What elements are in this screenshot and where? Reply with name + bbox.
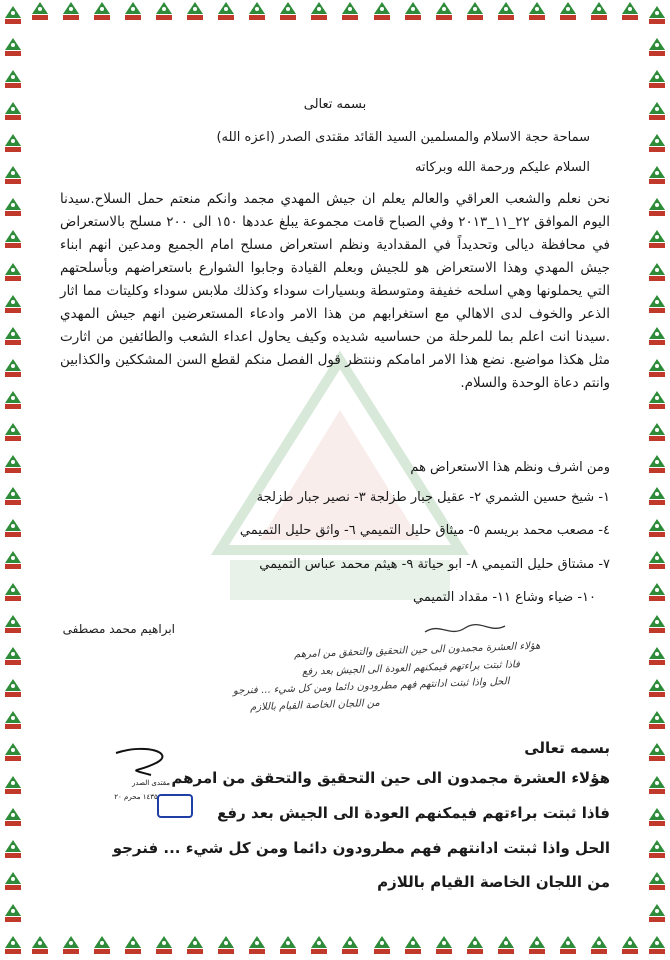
transcription-line-2: هؤلاء العشرة مجمدون الى حين التحقيق والتحقق من امرهم bbox=[171, 769, 610, 787]
transcription-line-3: فاذا ثبتت براءتهم فيمكنهم العودة الى الجيش بعد رفع bbox=[217, 804, 610, 822]
transcription-line-5: من اللجان الخاصة القيام باللازم bbox=[377, 873, 610, 891]
organizers-intro: ومن اشرف ونظم هذا الاستعراض هم bbox=[410, 460, 610, 475]
names-line-1: ١- شيخ حسين الشمري ٢- عقيل جبار طزلجة ٣- نصير جبار طزلجة bbox=[256, 490, 610, 505]
transcription-line-4: الحل واذا ثبتت ادانتهم فهم مطرودون دائما ومن كل شيء ... فنرجو bbox=[112, 839, 610, 857]
handwritten-line-1: هؤلاء العشرة مجمدون الى حين التحقيق والتحقق من امرهم bbox=[293, 640, 541, 661]
names-line-4: ١٠- ضياء وشاع ١١- مقداد التميمي bbox=[413, 590, 596, 605]
addressee-line: سماحة حجة الاسلام والمسلمين السيد القائد مقتدى الصدر (اعزه الله) bbox=[216, 130, 590, 145]
names-line-3: ٧- مشتاق حليل التميمي ٨- ابو حياتة ٩- هيثم محمد عباس التميمي bbox=[259, 557, 610, 572]
basmala-heading: بسمه تعالى bbox=[303, 97, 367, 112]
greeting-line: السلام عليكم ورحمة الله وبركاته bbox=[414, 160, 590, 175]
signature-name: ابراهيم محمد مصطفى bbox=[62, 622, 175, 636]
main-paragraph: نحن نعلم والشعب العراقي والعالم يعلم ان جيش المهدي مجمد وانكم منعتم حمل السلاح.سيدنا اليوم الموافق ٢٢_١١_٢٠١٣ وفي الصباح قامت مجموعة يبلغ عددها ١٥٠ الى ٢٠٠ مسلح بالاستعراض في محافظة ديالى وتحديداً في المقدادية ونظم استعراض مسلح امام الجميع ومدعين انهم ابناء جيش المهدي وهذا الاستعراض هو للجيش وبعلم القيادة وجابوا الشوارع باستعراضهم وبأسلحتهم التي يحملونها وهي اسلحه خفيفة ومتوسطة وبسيارات سوداء وكذلك ملابس سوداء وكليتات مما اثار الذعر والخوف لدى الاهالي مع استغرابهم من هذا الامر وادعاء المستعرضين انهم جيش المهدي .سيدنا انت اعلم بما للمرحلة من حساسيه شديده وكيف يحاول اعداء الشعب والطائفين من اثارت مثل هكذا مواضيع. نضع هذا الامر امامكم وننتظر قول الفصل منكم لقطع السن المشككين والكذابين وانتم دعاة الوحدة والسلام. bbox=[60, 191, 610, 391]
handwritten-line-3: الحل واذا ثبتت ادانتهم فهم مطرودون دائما ومن كل شيء ... فنرجو bbox=[233, 676, 511, 697]
names-line-2: ٤- مصعب محمد بريسم ٥- ميثاق حليل التميمي ٦- واثق حليل التميمي bbox=[239, 523, 610, 538]
stamp-date-text: ١٤٣٥ محرم ٢٠ bbox=[114, 793, 158, 801]
handwritten-line-4: من اللجان الخاصة القيام باللازم bbox=[249, 697, 381, 714]
transcription-line-1: بسمه تعالى bbox=[524, 739, 610, 757]
typed-transcription bbox=[60, 0, 610, 960]
stamp-signature-text: مقتدى الصدر bbox=[132, 779, 170, 787]
handwritten-line-2: فاذا ثبتت براءتهم فيمكنهم العودة الى الجيش بعد رفع bbox=[302, 659, 521, 678]
